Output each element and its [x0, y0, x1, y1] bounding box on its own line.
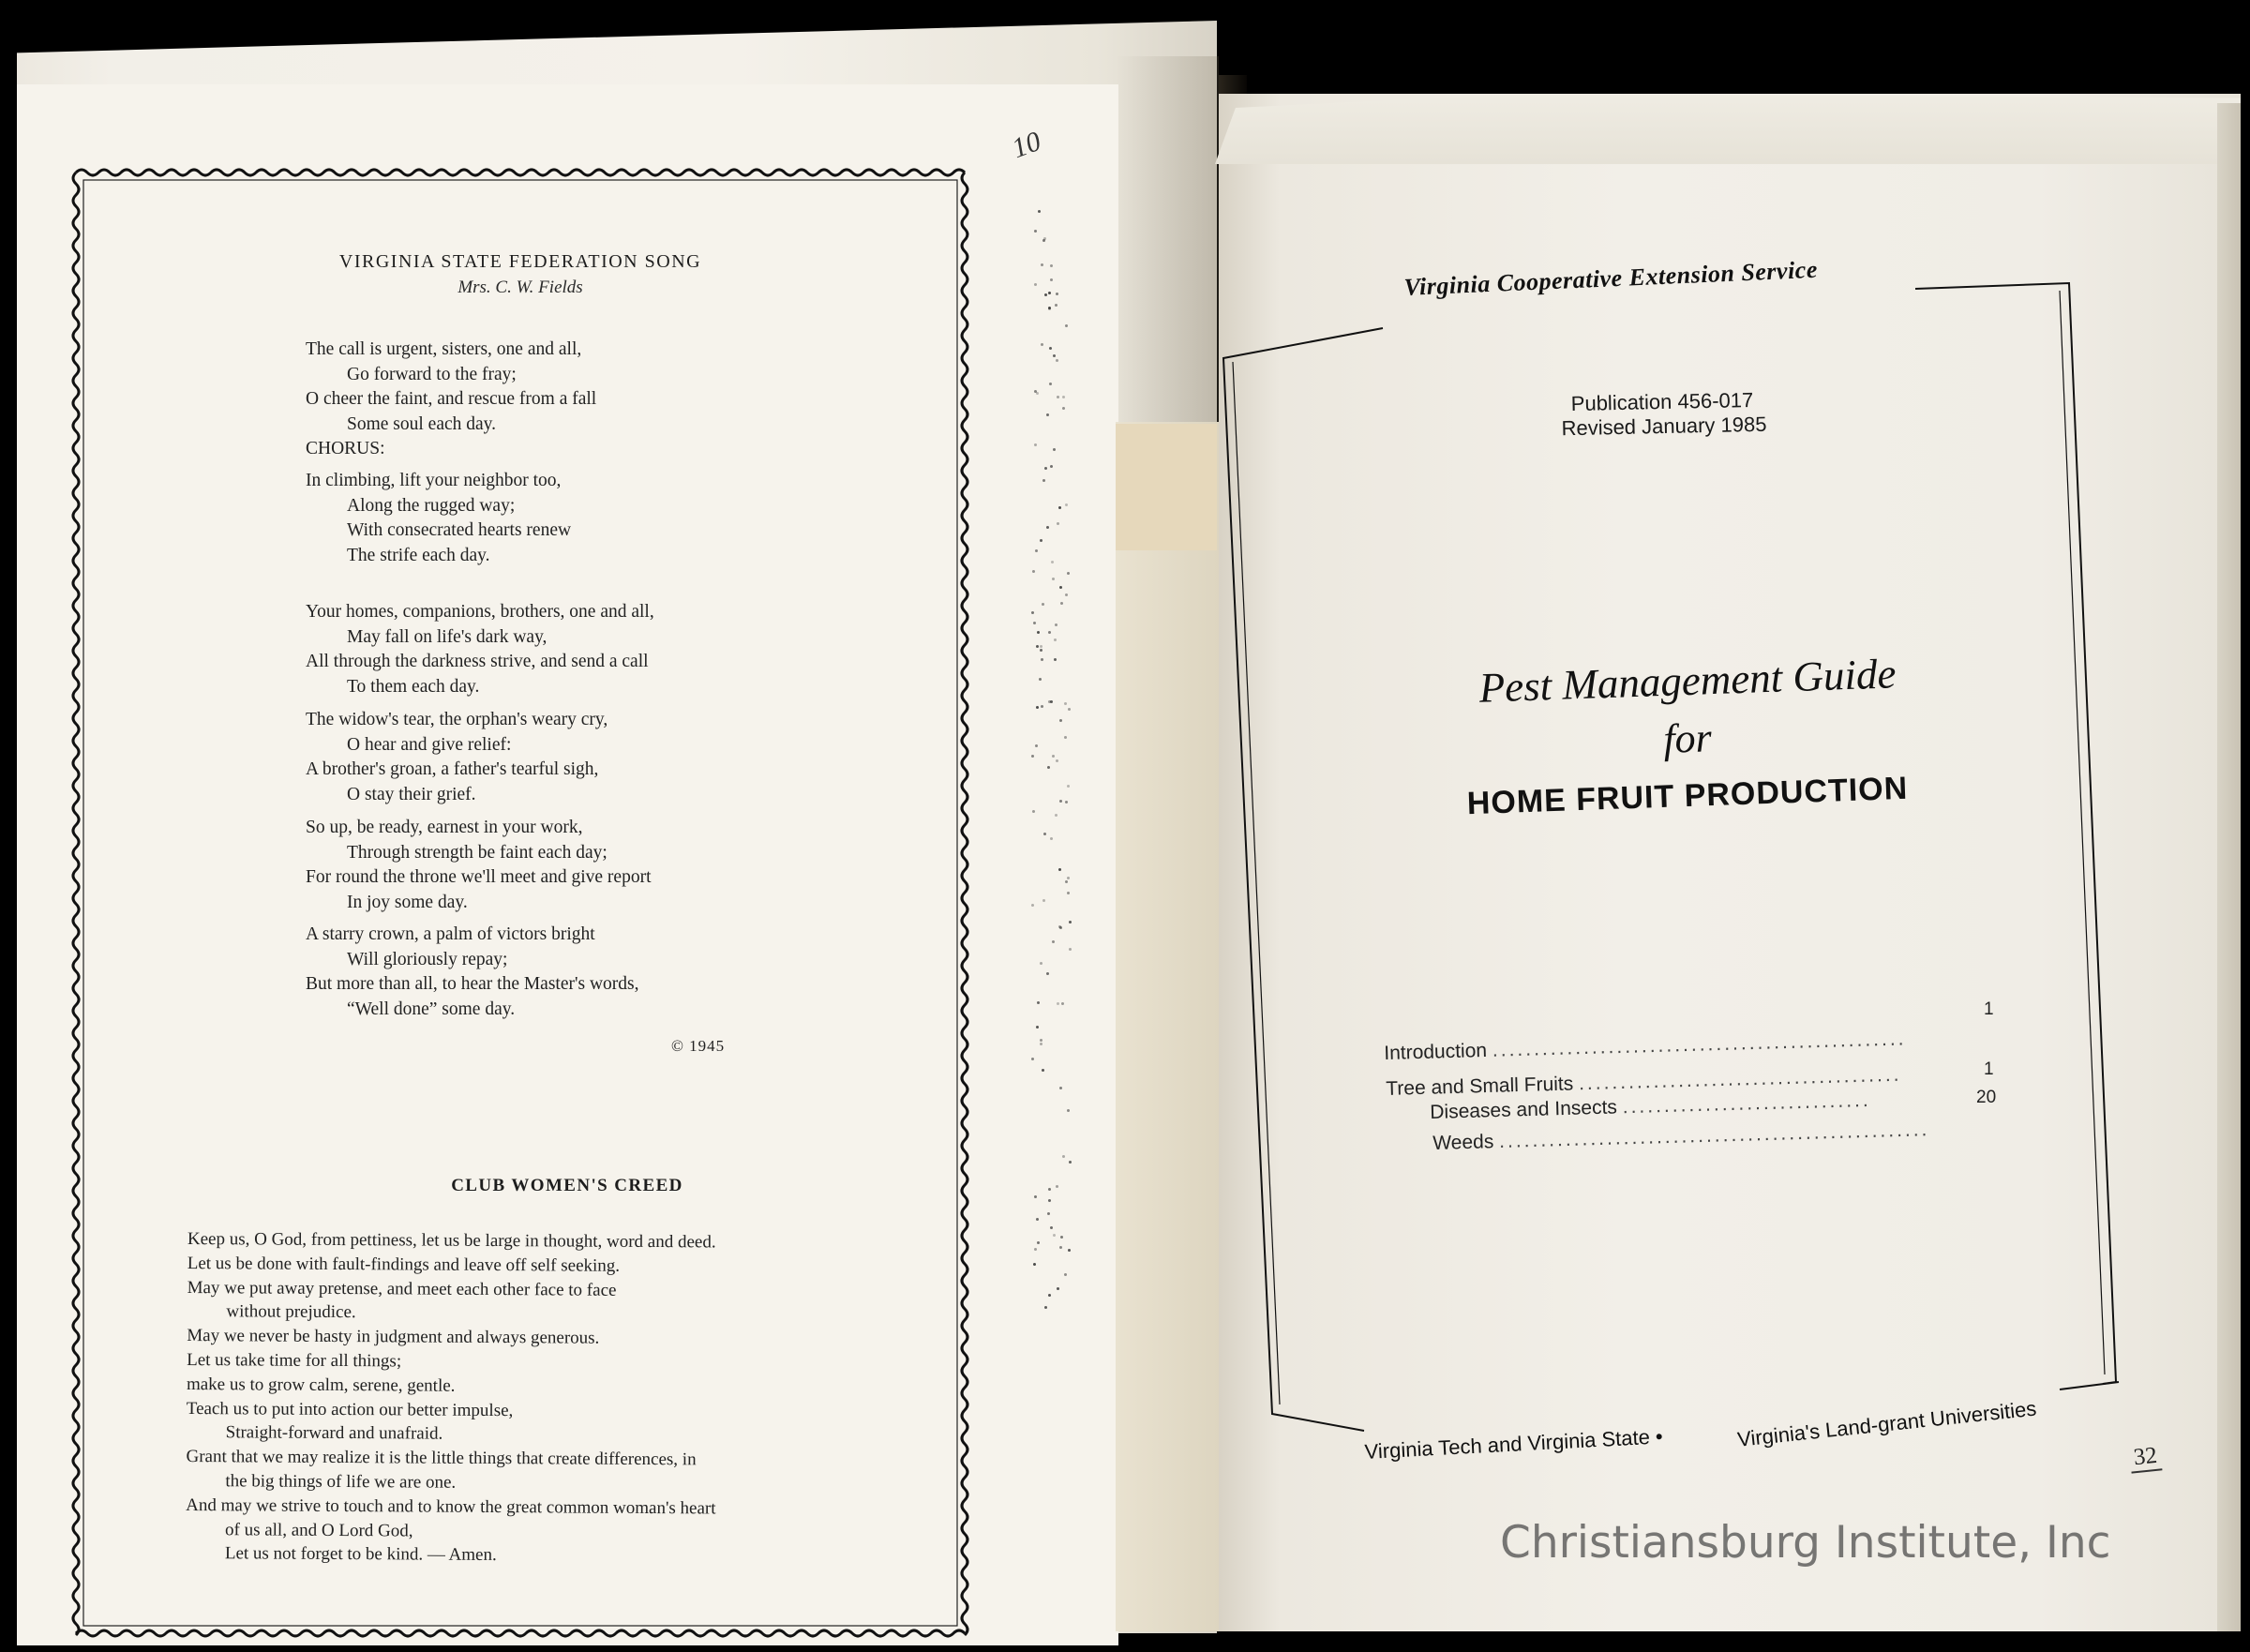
footer-bullet: •	[1655, 1424, 1664, 1449]
footer-left-text: Virginia Tech and Virginia State	[1364, 1425, 1651, 1464]
scan-speck	[1046, 413, 1049, 416]
verse-line: For round the throne we'll meet and give report	[306, 867, 652, 887]
watermark: Christiansburg Institute, Inc	[1500, 1517, 2111, 1569]
scan-speck	[1050, 1226, 1053, 1229]
scan-speck	[1069, 948, 1072, 951]
scan-speck	[1049, 347, 1052, 350]
scan-speck	[1059, 586, 1062, 589]
scan-speck	[1050, 465, 1053, 468]
toc-label: Introduction	[1384, 1039, 1488, 1064]
scan-speck	[1048, 292, 1051, 294]
guide-title: Pest Management Guide	[1478, 650, 1898, 712]
toc-leader-dots: ..................................................	[1492, 1028, 1907, 1061]
scan-speck	[1058, 868, 1061, 871]
verse-line: Some soul each day.	[347, 413, 497, 434]
extension-service-header: Virginia Cooperative Extension Service	[1403, 255, 1819, 301]
scan-speck	[1034, 1195, 1037, 1198]
verse-line: In climbing, lift your neighbor too,	[306, 471, 562, 490]
verse-line: So up, be ready, earnest in your work,	[306, 818, 583, 837]
toc-label: Weeds	[1432, 1131, 1494, 1154]
scan-speck	[1051, 561, 1054, 563]
scan-speck	[1069, 921, 1072, 924]
verse-line: Along the rugged way;	[347, 495, 516, 516]
scan-speck	[1031, 1058, 1034, 1060]
verse-line: May fall on life's dark way,	[347, 626, 548, 647]
chorus-verse	[306, 469, 887, 568]
scan-speck	[1040, 645, 1042, 648]
gutter-tape-tab	[1116, 424, 1217, 550]
song-copyright: © 1945	[671, 1037, 726, 1055]
scan-speck	[1041, 263, 1043, 266]
song-title: VIRGINIA STATE FEDERATION SONG	[338, 251, 702, 272]
chorus-label: CHORUS:	[306, 439, 385, 458]
scan-speck	[1048, 1199, 1051, 1202]
verse-line: O stay their grief.	[347, 784, 476, 804]
toc-leader-dots: ..............................	[1622, 1089, 1871, 1119]
scan-speck	[1048, 631, 1051, 634]
verse-line: O cheer the faint, and rescue from a fall	[306, 389, 597, 409]
scan-speck	[1057, 1002, 1059, 1005]
toc-page: 1	[1984, 999, 1994, 1019]
creed-line: without prejudice.	[226, 1301, 356, 1323]
verse-line: The call is urgent, sisters, one and all,	[306, 339, 582, 359]
scan-speck	[1065, 324, 1068, 327]
verse-4	[306, 816, 887, 915]
right-page-top-curl	[1215, 94, 2241, 164]
footer-universities-right: Virginia's Land-grant Universities	[1736, 1396, 2038, 1451]
verse-line: The widow's tear, the orphan's weary cry,	[306, 710, 608, 729]
verse-line: Go forward to the fray;	[347, 364, 517, 384]
scan-speck	[1040, 649, 1042, 652]
creed-line: the big things of life we are one.	[225, 1471, 457, 1493]
song-author: Mrs. C. W. Fields	[458, 278, 583, 297]
creed-line: And may we strive to touch and to know the great common woman's heart	[186, 1494, 716, 1519]
creed-line: Teach us to put into action our better impulse,	[186, 1398, 514, 1420]
scan-speck	[1059, 800, 1062, 803]
scan-speck	[1058, 925, 1061, 928]
creed-line: Straight-forward and unafraid.	[225, 1422, 443, 1445]
scan-speck	[1069, 1161, 1072, 1164]
creed-line: Let us take time for all things;	[187, 1349, 402, 1372]
toc-label: Tree and Small Fruits	[1386, 1073, 1574, 1100]
scan-speck	[1067, 877, 1070, 879]
verse-line: A starry crown, a palm of victors bright	[306, 924, 595, 944]
scan-speck	[1060, 602, 1063, 605]
creed-text	[186, 1227, 900, 1570]
scan-speck	[1049, 383, 1052, 385]
verse-line: All through the darkness strive, and send a call	[306, 652, 649, 671]
scan-speck	[1047, 766, 1050, 769]
verse-line: Your homes, companions, brothers, one and all,	[306, 602, 654, 622]
verse-line: In joy some day.	[347, 892, 468, 912]
publication-frame	[1214, 272, 2133, 1491]
verse-line: Will gloriously repay;	[347, 949, 508, 969]
scan-speck	[1055, 304, 1058, 307]
scan-speck	[1042, 1069, 1044, 1072]
scan-speck	[1038, 210, 1041, 213]
publication-number: Publication 456-017	[1570, 387, 1754, 416]
creed-line: May we put away pretense, and meet each other face to face	[187, 1277, 617, 1300]
scan-speck	[1035, 549, 1038, 552]
right-page-edge	[2217, 103, 2241, 1631]
toc-page: 20	[1976, 1088, 1997, 1107]
creed-line: Keep us, O God, from pettiness, let us be large in thought, word and deed.	[187, 1229, 716, 1253]
handwritten-page-number: 10	[1008, 125, 1045, 165]
verse-line: O hear and give relief:	[347, 734, 512, 755]
guide-title-for: for	[1662, 714, 1713, 762]
scan-speck	[1050, 837, 1053, 840]
toc-label: Diseases and Insects	[1430, 1096, 1618, 1123]
scan-speck	[1033, 1263, 1036, 1266]
toc-leader-dots: ....................................................	[1498, 1119, 1930, 1153]
verse-line: “Well done” some day.	[347, 999, 516, 1019]
scan-speck	[1033, 622, 1036, 624]
scan-speck	[1039, 678, 1042, 681]
guide-subtitle: HOME FRUIT PRODUCTION	[1466, 770, 1909, 822]
scan-speck	[1057, 1287, 1059, 1290]
verse-2	[306, 600, 887, 699]
gutter-paper-stub	[1116, 422, 1219, 1631]
scan-speck	[1044, 1306, 1047, 1309]
toc-leader-dots: .......................................	[1578, 1063, 1902, 1095]
verse-line: To them each day.	[347, 676, 480, 697]
verse-5	[306, 923, 887, 1022]
scan-speck	[1041, 705, 1043, 708]
creed-line: of us all, and O Lord God,	[224, 1519, 413, 1541]
verse-3	[306, 708, 887, 807]
scan-speck	[1067, 1109, 1070, 1112]
creed-line: May we never be hasty in judgment and always generous.	[187, 1326, 600, 1348]
handwritten-page-number: 32	[2129, 1442, 2163, 1473]
creed-line: Let us not forget to be kind. — Amen.	[224, 1543, 497, 1566]
verse-line: With consecrated hearts renew	[347, 520, 572, 540]
creed-line: make us to grow calm, serene, gentle.	[186, 1374, 456, 1396]
scan-speck	[1057, 522, 1059, 525]
toc-page: 1	[1984, 1059, 1994, 1079]
verse-line: A brother's groan, a father's tearful sigh,	[306, 759, 599, 779]
scan-speck	[1044, 467, 1047, 470]
creed-line: Grant that we may realize it is the little things that create differences, in	[186, 1447, 697, 1470]
creed-title: CLUB WOMEN'S CREED	[451, 1176, 683, 1195]
scan-speck	[1031, 904, 1034, 907]
scan-speck	[1055, 623, 1058, 626]
verse-line: The strife each day.	[347, 545, 490, 565]
scan-speck	[1047, 1212, 1050, 1215]
revised-date: Revised January 1985	[1561, 412, 1767, 441]
scan-speck	[1031, 755, 1034, 758]
scan-speck	[1052, 940, 1055, 943]
verse-line: Through strength be faint each day;	[347, 842, 608, 863]
verse-line: But more than all, to hear the Master's words,	[306, 974, 639, 994]
scan-speck	[1036, 706, 1039, 709]
scan-speck	[1068, 1249, 1071, 1252]
verse-1	[306, 338, 887, 462]
scan-speck	[1050, 278, 1053, 281]
scan-speck	[1036, 1218, 1039, 1221]
creed-line: Let us be done with fault-findings and leave off self seeking.	[187, 1253, 621, 1276]
scan-speck	[1059, 1087, 1062, 1089]
